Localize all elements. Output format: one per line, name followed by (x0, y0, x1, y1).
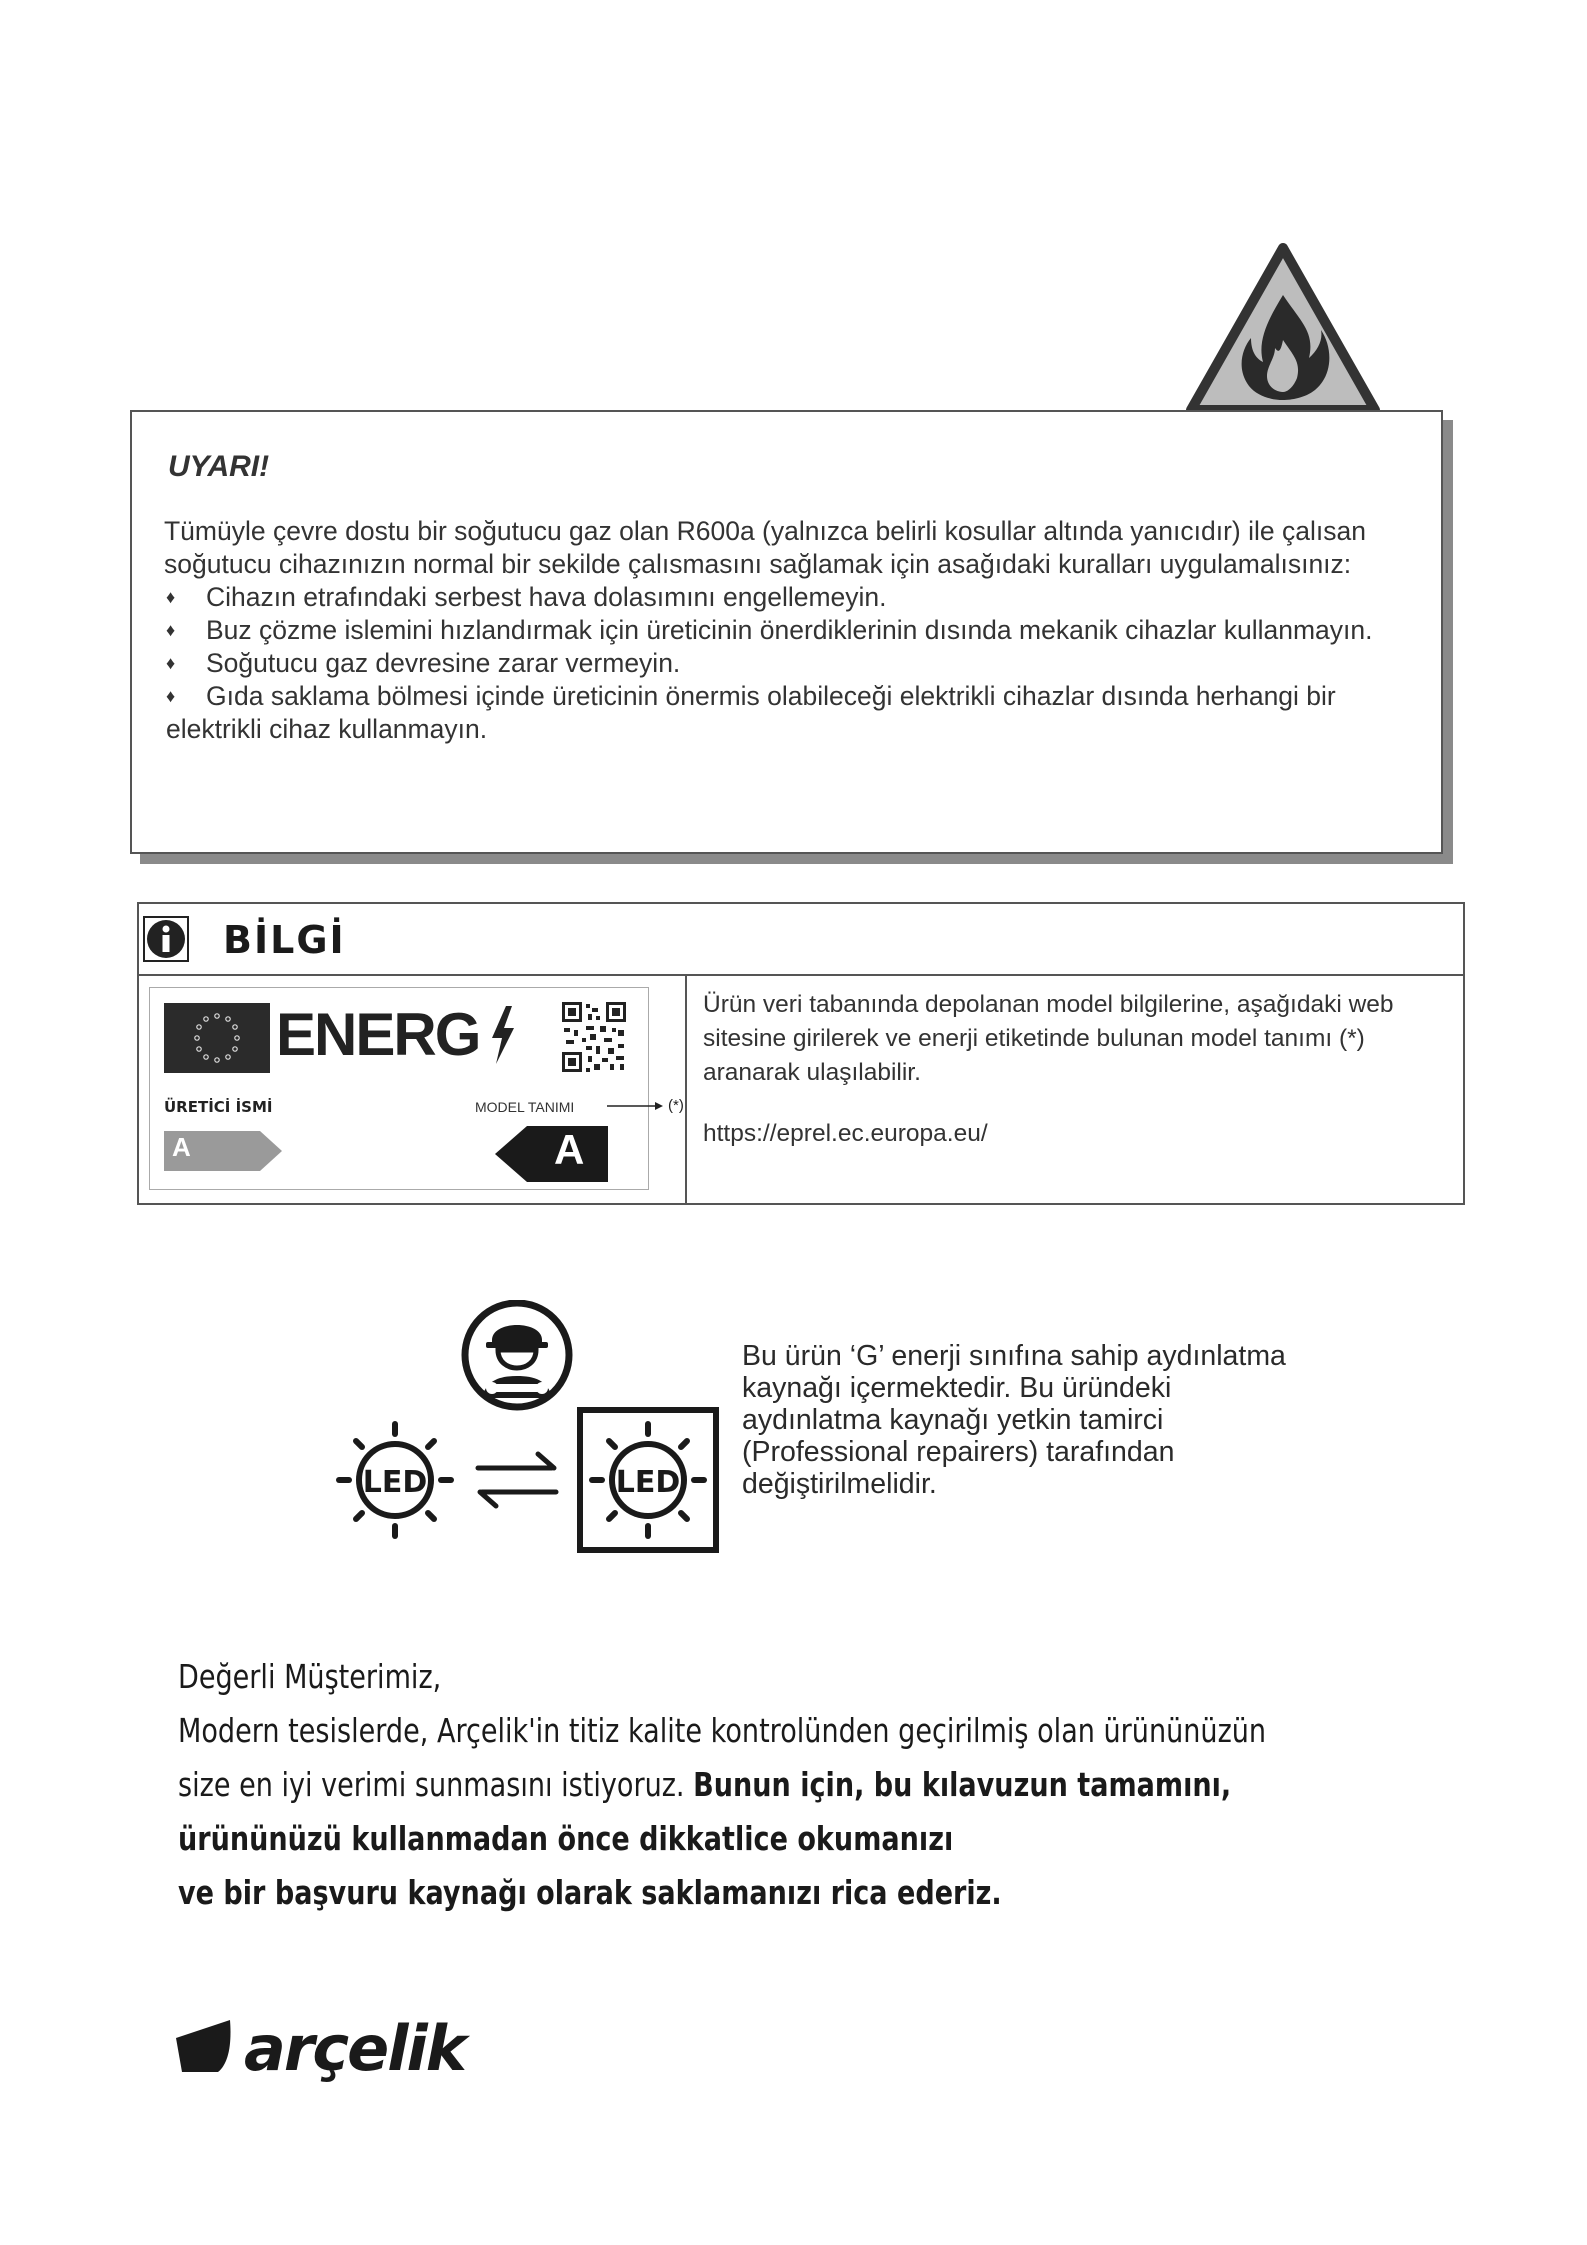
arrow-right-icon (605, 1096, 663, 1116)
info-url[interactable]: https://eprel.ec.europa.eu/ (703, 1120, 988, 1147)
info-divider (685, 976, 687, 1205)
warning-bullet: ♦ Buz çözme islemini hızlandırmak için üreticinin önerdiklerinin dısında mekanik cihazlar kullanmayın. (166, 615, 1373, 645)
energy-word: ENERG (276, 1001, 480, 1068)
led-left-label: LED (362, 1465, 428, 1500)
flammable-warning-icon (1183, 240, 1383, 420)
manufacturer-label: ÜRETİCİ İSMİ (164, 1098, 273, 1116)
letter-greeting: Değerli Müşterimiz, (178, 1657, 442, 1696)
warning-title: UYARI! (168, 450, 270, 483)
warning-body (164, 515, 1414, 746)
qr-code-icon (560, 1000, 628, 1074)
energy-label (149, 987, 684, 1190)
model-asterisk: (*) (668, 1097, 684, 1114)
warning-box (130, 410, 1443, 854)
led-right-label: LED (615, 1465, 681, 1500)
customer-letter (178, 1650, 1269, 1920)
info-panel (137, 902, 1465, 1205)
letter-line: Modern tesislerde, Arçelik'in titiz kalite kontrolünden geçirilmiş olan ürününüzün (178, 1711, 1267, 1750)
led-text: Bu ürün ‘G’ enerji sınıfına sahip aydınlatma kaynağı içermektedir. Bu üründeki aydınlatma kaynağı yetkin tamirci (Professional repairers) tarafından değiştirilmelidir. (742, 1340, 1286, 1500)
logo-wordmark: arçelik (244, 2012, 465, 2085)
lightning-bolt-icon (490, 1006, 516, 1064)
model-label: MODEL TANIMI (475, 1099, 575, 1115)
swap-arrows-icon (478, 1454, 556, 1506)
info-text: Ürün veri tabanında depolanan model bilgilerine, aşağıdaki web sitesine girilerek ve enerji etiketinde bulunan model tanımı (*) aranarak ulaşılabilir. (703, 991, 1394, 1086)
logo-mark-icon (176, 2020, 231, 2072)
warning-bullet: ♦ Soğutucu gaz devresine zarar vermeyin. (166, 648, 681, 678)
info-icon (143, 916, 189, 962)
warning-bullet: ♦ Gıda saklama bölmesi içinde üreticinin önermis olabileceği elektrikli cihazlar dısında herhangi bir elektrikli cihaz kullanmayın. (166, 681, 1336, 744)
letter-line: size en iyi verimi sunmasını istiyoruz. Bunun için, bu kılavuzun tamamını, (178, 1765, 1232, 1804)
letter-line: ve bir başvuru kaynağı olarak saklamanızı rica ederiz. (178, 1873, 1002, 1912)
energy-class-indicator (495, 1126, 608, 1182)
energy-class-letter: A (554, 1126, 585, 1173)
warning-bullet: ♦ Cihazın etrafındaki serbest hava dolasımını engellemeyin. (166, 582, 887, 612)
warning-intro: Tümüyle çevre dostu bir soğutucu gaz olan R600a (yalnızca belirli kosullar altında yanıcıdır) ile çalısan soğutucu cihazınızın normal bir sekilde çalısmasını sağlamak için asağıdaki kuralları uygulamalısınız: (164, 516, 1366, 579)
arcelik-logo (172, 2006, 492, 2086)
technician-icon (465, 1303, 569, 1407)
info-title: BİLGİ (223, 918, 346, 962)
energy-class-scale-letter: A (172, 1132, 191, 1162)
led-replacement-graphic (320, 1300, 720, 1560)
eu-flag-icon (164, 1003, 270, 1073)
letter-line: ürününüzü kullanmadan önce dikkatlice okumanızı (178, 1819, 954, 1858)
info-header (139, 904, 1463, 976)
